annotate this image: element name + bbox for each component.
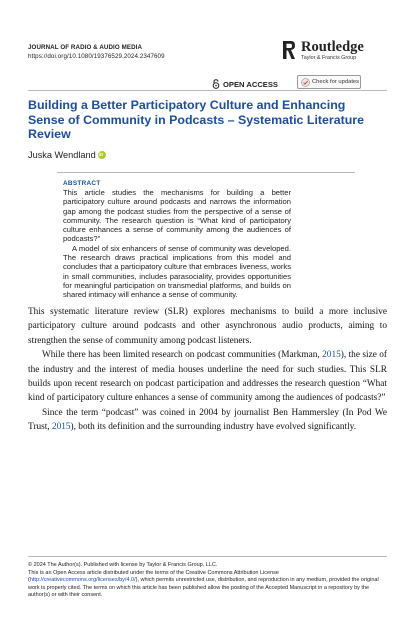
open-access-badge xyxy=(212,79,278,89)
license-text-start: This is an Open Access article distributed under the terms of the Creative Commons Attribution License ( xyxy=(28,569,279,584)
abstract-top-rule xyxy=(57,172,355,173)
abstract-text xyxy=(63,188,291,300)
journal-doi[interactable]: https://doi.org/10.1080/19376529.2024.2347609 xyxy=(28,52,165,60)
body-text: ), both its definition and the surrounding industry have evolved significantly. xyxy=(70,422,357,433)
citation-link[interactable]: 2015 xyxy=(51,422,71,433)
license-link[interactable]: http://creativecommons.org/licenses/by/4.0/ xyxy=(29,577,136,584)
author-name[interactable]: Juska Wendland xyxy=(28,150,96,160)
citation-link[interactable]: 2015 xyxy=(322,350,341,361)
header-rule xyxy=(28,90,387,91)
license-text xyxy=(28,570,390,600)
publisher-brand xyxy=(282,40,392,64)
check-for-updates-button[interactable] xyxy=(297,75,361,89)
open-access-label: OPEN ACCESS xyxy=(223,79,278,89)
check-for-updates-icon xyxy=(301,78,310,87)
publisher-name: Routledge xyxy=(301,39,364,55)
check-for-updates-label: Check for updates xyxy=(312,79,360,85)
body-text: ), the size of the industry and the interest of media houses underline the need for such studies. This SLR builds upon recent research on podcast participation and addresses the research question “What kind of participatory culture enhances a sense of community among the audiences of podcasts?” xyxy=(28,350,388,404)
body-paragraph: This systematic literature review (SLR) explores mechanisms to build a more inclusive participatory culture around podcasts and other asynchronous audio products, aiming to strengthen the sense of community among podcast listeners. xyxy=(28,307,387,346)
abstract-heading: ABSTRACT xyxy=(63,180,101,187)
article-body xyxy=(28,305,387,435)
body-text: While there has been limited research on podcast communities (Markman, xyxy=(42,350,323,361)
license-footer xyxy=(28,562,390,600)
open-access-lock-icon xyxy=(212,79,220,89)
routledge-logo-icon xyxy=(282,40,296,60)
publisher-group: Taylor & Francis Group xyxy=(301,55,357,61)
journal-header xyxy=(28,44,165,61)
journal-name: JOURNAL OF RADIO & AUDIO MEDIA xyxy=(28,44,143,51)
license-text-end: ), which permits unrestricted use, distribution, and reproduction in any medium, provided the original work is properly cited. The terms on which this article has been published allow the posting of the Accepted Manuscript in a repository by the author(s) or with their consent. xyxy=(28,577,379,599)
body-paragraph xyxy=(28,348,387,406)
copyright-line: © 2024 The Author(s). Published with license by Taylor & Francis Group, LLC. xyxy=(28,562,218,568)
body-paragraph xyxy=(28,406,387,435)
article-title: Building a Better Participatory Culture and Enhancing Sense of Community in Podcasts – Systematic Literature Review xyxy=(28,98,365,142)
abstract-paragraph: A model of six enhancers of sense of community was developed. The research draws practical implications from this model and concludes that a participatory culture that embraces liveness, works in small communities, includes parasociality, provides opportunities for meaningful participation on transmedial platforms, and builds on shared intimacy will enhance a sense of community. xyxy=(63,243,291,300)
footer-rule xyxy=(28,556,387,557)
body-text: Since the term “podcast” was coined in 2004 by journalist Ben Hammersley (In Pod We Trust, xyxy=(28,407,387,433)
author-line xyxy=(28,150,106,160)
abstract-paragraph: This article studies the mechanisms for building a better participatory culture around podcasts and narrows the information gap among the podcast studies from the perspective of a sense of community. The research question is “What kind of participatory culture enhances a sense of community among the audiences of podcasts?” xyxy=(63,188,291,244)
orcid-icon[interactable] xyxy=(98,151,106,159)
